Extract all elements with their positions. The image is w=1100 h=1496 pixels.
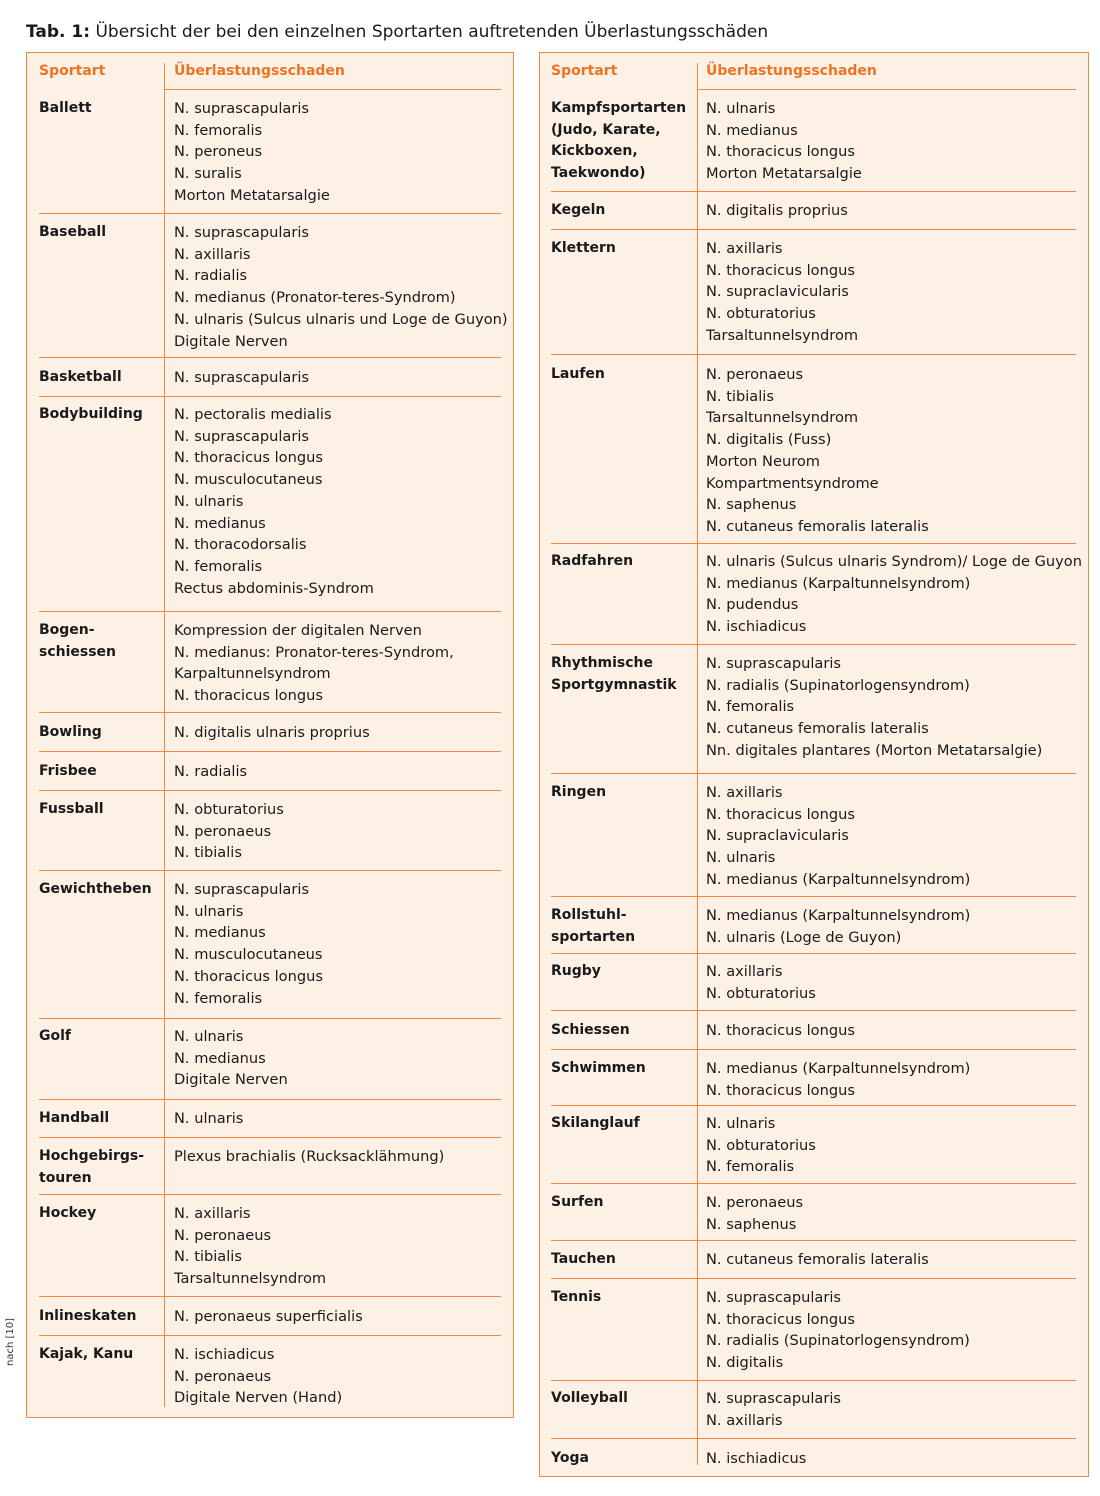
sport-name [39,1146,144,1189]
sport-name-line: Klettern [551,240,616,256]
damage-item: N. ulnaris [174,1028,244,1045]
damage-item: Nn. digitales plantares (Morton Metatarsalgie) [706,741,1043,759]
damage-item: N. medianus [174,514,266,532]
damage-item: N. digitalis proprius [706,202,848,219]
damage-item: N. ulnaris [706,849,776,867]
row-divider [551,354,1076,355]
left-table-panel [26,52,514,1418]
damage-item: N. peronaeus superficialis [174,1308,363,1325]
damage-item: N. musculocutaneus [174,946,323,964]
sport-name [551,1388,628,1410]
sport-name-line: Fussball [39,801,104,817]
damage-item: N. thoracicus longus [706,1081,855,1099]
sport-name-line: touren [39,1169,92,1186]
row-divider [551,1240,1076,1241]
damage-list [706,782,970,891]
row-divider [551,1278,1076,1279]
row-divider [39,213,501,214]
sport-name [551,551,633,573]
damage-list [706,905,970,948]
sport-name [551,1113,640,1135]
sport-name-line: Tauchen [551,1251,616,1267]
damage-item: N. suprascapularis [174,881,309,898]
sport-name-line: Inlineskaten [39,1308,137,1324]
damage-item: N. ischiadicus [706,1450,807,1467]
damage-item: N. thoracicus longus [706,1310,855,1328]
right-table-panel [539,52,1089,1477]
sport-name [551,98,686,185]
header-damage: Überlastungsschaden [174,63,345,79]
damage-list [174,620,454,707]
damage-list [706,1058,970,1101]
damage-list [706,1287,970,1374]
damage-item: N. femoralis [174,557,263,575]
sport-name-line: Laufen [551,366,605,382]
damage-list [174,222,508,352]
damage-item: N. ischiadicus [706,618,807,636]
row-divider [551,1183,1076,1184]
sport-name-line: Skilanglauf [551,1115,640,1131]
sport-name-line: Basketball [39,369,122,385]
row-divider [39,1137,501,1138]
sport-name [551,1058,646,1080]
damage-item: N. cutaneus femoralis lateralis [706,517,929,535]
damage-list [174,1203,326,1290]
damage-item: N. pudendus [706,596,799,614]
sport-name-line: Kampfsportarten [551,100,687,116]
damage-item: N. medianus [174,924,266,942]
row-divider [39,611,501,612]
sport-name-line: Bodybuilding [39,406,143,422]
sport-name-line: Hochgebirgs- [39,1148,145,1164]
damage-item: N. obturatorius [706,305,816,323]
row-divider [551,1438,1076,1439]
damage-item: N. tibialis [174,1248,242,1266]
sport-name [551,364,605,386]
sport-name-line: Schiessen [551,1022,630,1038]
sport-name-line: Schwimmen [551,1060,646,1076]
row-divider [39,357,501,358]
damage-item: N. suprascapularis [706,1390,841,1407]
damage-item: N. ulnaris (Sulcus ulnaris und Loge de Guyon) [174,310,508,328]
damage-item: N. digitalis [706,1354,784,1372]
sport-name [39,404,143,426]
damage-list [706,653,1042,762]
damage-list [706,98,862,185]
row-divider [551,1049,1076,1050]
damage-item: N. cutaneus femoralis lateralis [706,720,929,738]
sport-name [551,200,605,222]
sport-name [39,879,152,901]
damage-item: N. ulnaris [174,1110,244,1127]
damage-item: N. axillaris [706,240,783,257]
damage-list [174,799,284,864]
damage-item: N. medianus [174,1049,266,1067]
damage-item: Digitale Nerven [174,1071,288,1089]
damage-item: N. peronaeus [174,1226,272,1244]
damage-item: N. thoracicus longus [706,1022,855,1039]
sport-name [551,1249,616,1271]
damage-item: N. suprascapularis [174,369,309,386]
damage-item: N. obturatorius [706,1136,816,1154]
damage-item: N. thoracicus longus [706,805,855,823]
damage-item: N. ulnaris [706,1115,776,1132]
damage-item: N. medianus (Karpaltunnelsyndrom) [706,1060,971,1077]
damage-item: N. suprascapularis [174,100,309,117]
damage-item: Tarsaltunnelsyndrom [706,409,859,427]
sport-name-line: Kegeln [551,202,606,218]
damage-list [706,1249,929,1271]
damage-item: Plexus brachialis (Rucksacklähmung) [174,1148,445,1165]
sport-name [551,1020,630,1042]
damage-item: N. tibialis [706,387,774,405]
damage-item: N. suprascapularis [706,655,841,672]
damage-item: Kompartmentsyndrome [706,474,879,492]
damage-item: N. ulnaris [174,492,244,510]
sport-name-line: Bowling [39,724,102,740]
sport-name [551,1448,589,1470]
damage-item: N. suprascapularis [174,224,309,241]
damage-item: N. peronaeus [706,366,804,383]
damage-item: N. cutaneus femoralis lateralis [706,1251,929,1268]
damage-item: N. medianus [706,121,798,139]
damage-item: N. medianus (Pronator-teres-Syndrom) [174,289,456,307]
damage-list [174,1146,444,1168]
damage-item: N. radialis [174,763,248,780]
damage-item: N. thoracicus longus [174,449,323,467]
sport-name [551,238,616,260]
damage-list [174,1026,288,1091]
damage-item: N. peroneus [174,143,263,161]
sport-name [39,98,92,120]
damage-item: Tarsaltunnelsyndrom [174,1270,327,1288]
damage-item: N. peronaeus [174,822,272,840]
damage-item: Morton Neurom [706,452,821,470]
row-divider [551,953,1076,954]
sport-name [39,620,116,663]
row-divider [39,870,501,871]
damage-item: Kompression der digitalen Nerven [174,622,422,639]
row-divider [551,229,1076,230]
sport-name-line: Ballett [39,100,92,116]
sport-name-line: Rhythmische [551,655,654,671]
damage-list [174,722,370,744]
damage-list [706,961,816,1004]
damage-list [706,551,1082,638]
sport-name-line: Tennis [551,1289,602,1305]
damage-item: N. radialis (Supinatorlogensyndrom) [706,676,970,694]
damage-item: Digitale Nerven (Hand) [174,1389,343,1407]
damage-item: N. tibialis [174,844,242,862]
source-note: nach [10] [5,1317,16,1366]
damage-item: N. supraclavicularis [706,283,849,301]
sport-name [551,1287,601,1309]
sport-name [551,653,677,696]
sport-name [551,1192,604,1214]
damage-list [174,879,323,1009]
damage-item: N. medianus (Karpaltunnelsyndrom) [706,907,971,924]
sport-name-line: Hockey [39,1205,97,1221]
sport-name [551,961,601,983]
damage-item: N. pectoralis medialis [174,406,332,423]
damage-list [706,1388,841,1431]
damage-list [706,1448,806,1470]
row-divider [551,644,1076,645]
sport-name-line: Handball [39,1110,110,1126]
sport-name-line: Sportgymnastik [551,676,677,693]
sport-name-line: Frisbee [39,763,97,779]
damage-list [174,1108,243,1130]
damage-item: Digitale Nerven [174,332,288,350]
column-divider [164,63,165,1407]
damage-item: N. thoracodorsalis [174,536,307,554]
sport-name [551,905,635,948]
damage-list [174,1344,342,1409]
damage-item: N. medianus (Karpaltunnelsyndrom) [706,870,971,888]
damage-list [174,404,374,599]
damage-item: N. musculocutaneus [174,471,323,489]
damage-item: N. supraclavicularis [706,827,849,845]
sport-name-line: Rugby [551,963,601,979]
row-divider [39,751,501,752]
sport-name-line: Taekwondo) [551,165,646,182]
damage-item: N. digitalis (Fuss) [706,431,832,449]
damage-item: N. digitalis ulnaris proprius [174,724,370,741]
damage-item: N. thoracicus longus [174,967,323,985]
row-divider [39,1018,501,1019]
damage-item: N. axillaris [174,245,251,263]
damage-list [174,367,309,389]
damage-list [706,238,858,347]
caption-text: Übersicht der bei den einzelnen Sportarten auftretenden Überlastungsschäden [95,22,769,42]
sport-name-line: Bogen- [39,622,95,638]
damage-item: N. radialis [174,267,248,285]
caption-label: Tab. 1: [26,22,91,42]
row-divider [39,1099,501,1100]
sport-name-line: Kajak, Kanu [39,1346,134,1362]
damage-item: N. medianus: Pronator-teres-Syndrom, [174,643,454,661]
row-divider [551,543,1076,544]
header-sport: Sportart [551,63,618,79]
damage-item: N. obturatorius [174,801,284,818]
damage-item: N. ulnaris [174,902,244,920]
sport-name [551,782,606,804]
row-divider [551,1380,1076,1381]
damage-item: Rectus abdominis-Syndrom [174,579,374,597]
sport-name-line: Ringen [551,784,607,800]
sport-name-line: Baseball [39,224,107,240]
damage-item: N. suprascapularis [706,1289,841,1306]
damage-item: N. femoralis [706,1158,795,1176]
damage-item: N. saphenus [706,496,797,514]
damage-item: N. thoracicus longus [706,143,855,161]
damage-item: Morton Metatarsalgie [174,186,330,204]
damage-list [706,1113,816,1178]
sport-name-line: Golf [39,1028,71,1044]
row-divider [39,790,501,791]
row-divider [551,773,1076,774]
row-divider [551,896,1076,897]
sport-name [39,1306,136,1328]
damage-item: N. peronaeus [706,1194,804,1211]
row-divider [551,1010,1076,1011]
sport-name [39,367,122,389]
row-divider [39,1335,501,1336]
sport-name-line: Yoga [551,1450,589,1466]
damage-item: N. femoralis [174,121,263,139]
row-divider [39,1296,501,1297]
sport-name [39,1026,71,1048]
damage-item: N. obturatorius [706,984,816,1002]
damage-item: N. ulnaris [706,100,776,117]
damage-item: Tarsaltunnelsyndrom [706,326,859,344]
damage-item: N. femoralis [174,989,263,1007]
damage-list [174,98,330,207]
damage-list [706,1020,855,1042]
damage-item: N. axillaris [174,1205,251,1222]
sport-name-line: Radfahren [551,553,634,569]
damage-item: N. axillaris [706,784,783,801]
sport-name-line: schiessen [39,643,117,660]
damage-item: Karpaltunnelsyndrom [174,665,331,683]
sport-name-line: Kickboxen, [551,143,638,160]
damage-item: N. ulnaris (Loge de Guyon) [706,928,902,946]
damage-item: N. peronaeus [174,1367,272,1385]
sport-name [39,222,106,244]
row-divider [39,396,501,397]
damage-item: N. ischiadicus [174,1346,275,1363]
damage-list [706,1192,803,1235]
header-sport: Sportart [39,63,106,79]
table-caption [26,22,768,42]
sport-name [39,761,97,783]
header-damage: Überlastungsschaden [706,63,877,79]
damage-item: N. ulnaris (Sulcus ulnaris Syndrom)/ Loge de Guyon [706,553,1082,570]
sport-name [39,1108,109,1130]
sport-name-line: Volleyball [551,1390,628,1406]
damage-item: N. suprascapularis [174,427,309,445]
sport-name [39,722,102,744]
damage-list [174,761,247,783]
damage-item: N. radialis (Supinatorlogensyndrom) [706,1332,970,1350]
sport-name-line: sportarten [551,928,636,945]
damage-item: N. saphenus [706,1215,797,1233]
row-divider [551,191,1076,192]
sport-name-line: Gewichtheben [39,881,152,897]
damage-item: N. thoracicus longus [706,261,855,279]
damage-item: N. femoralis [706,698,795,716]
damage-list [706,364,929,538]
sport-name-line: Rollstuhl- [551,907,627,923]
sport-name-line: Surfen [551,1194,604,1210]
header-divider [697,89,1076,90]
sport-name-line: (Judo, Karate, [551,121,661,138]
sport-name [39,799,104,821]
damage-item: Morton Metatarsalgie [706,165,862,183]
row-divider [39,712,501,713]
damage-item: N. axillaris [706,963,783,980]
damage-item: N. medianus (Karpaltunnelsyndrom) [706,574,971,592]
damage-item: N. axillaris [706,1411,783,1429]
sport-name [39,1344,133,1366]
damage-item: N. thoracicus longus [174,687,323,705]
column-divider [697,63,698,1465]
damage-list [174,1306,363,1328]
row-divider [39,1194,501,1195]
damage-list [706,200,848,222]
row-divider [551,1105,1076,1106]
header-divider [164,89,501,90]
sport-name [39,1203,96,1225]
damage-item: N. suralis [174,165,242,183]
